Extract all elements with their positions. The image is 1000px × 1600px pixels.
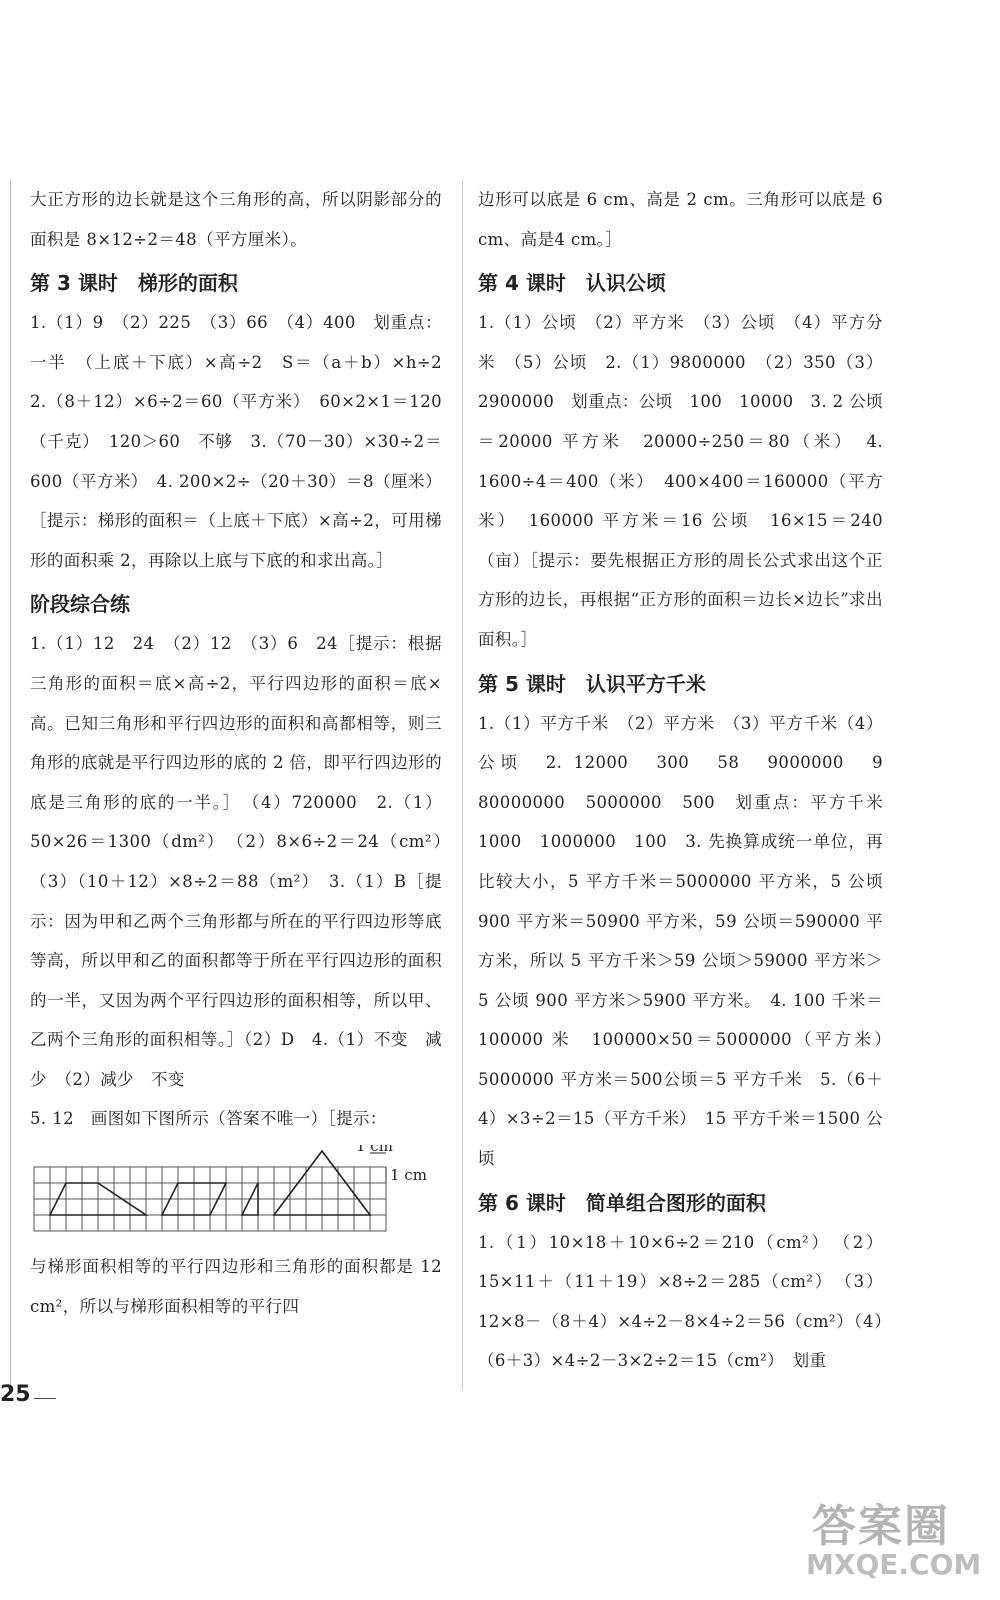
lesson4-answers: 1.（1）公顷 （2）平方米 （3）公顷 （4）平方分米 （5）公顷 2.（1）9800000 （2）350（3）2900000 划重点：公顷 100 10000 3. 2 公顷＝20000 平方米 20000÷250＝80（米） 4. 1600÷4＝400（米） 400×400＝160000（平方米） 160000 平方米＝16 公顷 16×15＝240（亩）［提示：要先根据正方形的周长公式求出这个正方形的边长，再根据“正方形的面积＝边长×边长”求出面积。］ xyxy=(478,313,883,649)
watermark-text: 答案圈 xyxy=(812,1501,950,1552)
watermark-url: MXQE.COM xyxy=(806,1548,982,1581)
scale-label-right: 1 cm xyxy=(390,1166,427,1185)
grid-lines xyxy=(34,1167,386,1231)
scale-label-top: 1 cm xyxy=(356,1145,393,1156)
page-number: 25 xyxy=(0,1382,31,1407)
stage-review-answers: 1.（1）12 24 （2）12 （3）6 24［提示：根据三角形的面积＝底×高÷2，平行四边形的面积＝底×高。已知三角形和平行四边形的面积和高都相等，则三角形的底就是平行四边形的底的 2 倍，即平行四边形的底是三角形的底的一半。］ （4）720000 2.（1）50×26＝1300（dm²） （2）8×6÷2＝24（cm²） （3）（10＋12）×8÷2＝88（m²） 3.（1）B［提示：因为甲和乙两个三角形都与所在的平行四边形等底等高，所以甲和乙的面积都等于所在平行四边形的面积的一半，又因为两个平行四边形的面积相等，所以甲、乙两个三角形的面积相等。］（2）D 4.（1）不变 减少 （2）减少 不变 xyxy=(30,634,459,1089)
lesson3-answers: 1.（1）9 （2）225 （3）66 （4）400 划重点：一半 （上底＋下底）×高÷2 S＝（a＋b）×h÷2 2.（8＋12）×6÷2＝60（平方米） 60×2×1＝120（千克） 120＞60 不够 3.（70－30）×30÷2＝600（平方米） 4. 200×2÷（20＋30）＝8（厘米）［提示：梯形的面积＝（上底＋下底）×高÷2，可用梯形的面积乘 2，再除以上底与下底的和求出高。］ xyxy=(30,313,459,570)
lesson6-answers: 1.（1）10×18＋10×6÷2＝210（cm²） （2）15×11＋（11＋19）×8÷2＝285（cm²） （3）12×8－（8＋4）×4÷2－8×4÷2＝56（cm²）（4）（6＋3）×4÷2－3×2÷2＝15（cm²） 划重 xyxy=(478,1232,883,1371)
watermark-logo xyxy=(800,1490,990,1590)
lesson4-title: 第 4 课时 认识公顷 xyxy=(478,271,666,296)
left-margin-rule xyxy=(10,180,11,1390)
lesson5-answers: 1.（1）平方千米 （2）平方米 （3）平方千米（4）公顷 2. 12000 300 58 9000000 9 80000000 5000000 500 划重点：平方千米 1000 1000000 100 3. 先换算成统一单位，再比较大小，5 平方千米＝5000000 平方米，5 公顷 900 平方米＝50900 平方米，59 公顷＝590000 平方米，所以 5 平方千米＞59 公顷＞59000 平方米＞5 公顷 900 平方米＞5900 平方米。 4. 100 千米＝100000 米 100000×50＝5000000（平方米） 5000000 平方米＝500公顷＝5 平方千米 5.（6＋4）×3÷2＝15（平方千米） 15 平方千米＝1500 公顷 xyxy=(478,713,900,1169)
right-intro-paragraph: 边形可以底是 6 cm、高是 2 cm。三角形可以底是 6 cm、高是4 cm。］ xyxy=(478,190,883,249)
column-divider xyxy=(462,180,463,1390)
lesson6-title: 第 6 课时 简单组合图形的面积 xyxy=(478,1190,766,1215)
left-intro-paragraph: 大正方形的边长就是这个三角形的高，所以阴影部分的面积是 8×12÷2＝48（平方厘米）。 xyxy=(30,190,442,249)
after-grid-paragraph: 与梯形面积相等的平行四边形和三角形的面积都是 12 cm²，所以与梯形面积相等的平行四 xyxy=(30,1257,442,1316)
right-column xyxy=(478,180,900,1381)
grid-drawing xyxy=(30,1145,442,1241)
stage-review-title: 阶段综合练 xyxy=(30,592,130,617)
lesson3-title: 第 3 课时 梯形的面积 xyxy=(30,271,238,296)
grid-figure xyxy=(30,1145,442,1241)
left-column xyxy=(30,180,459,1326)
question5-line: 5. 12 画图如下图所示（答案不唯一）［提示： xyxy=(30,1109,387,1129)
page-number-dash xyxy=(34,1398,56,1399)
lesson5-title: 第 5 课时 认识平方千米 xyxy=(478,671,706,696)
